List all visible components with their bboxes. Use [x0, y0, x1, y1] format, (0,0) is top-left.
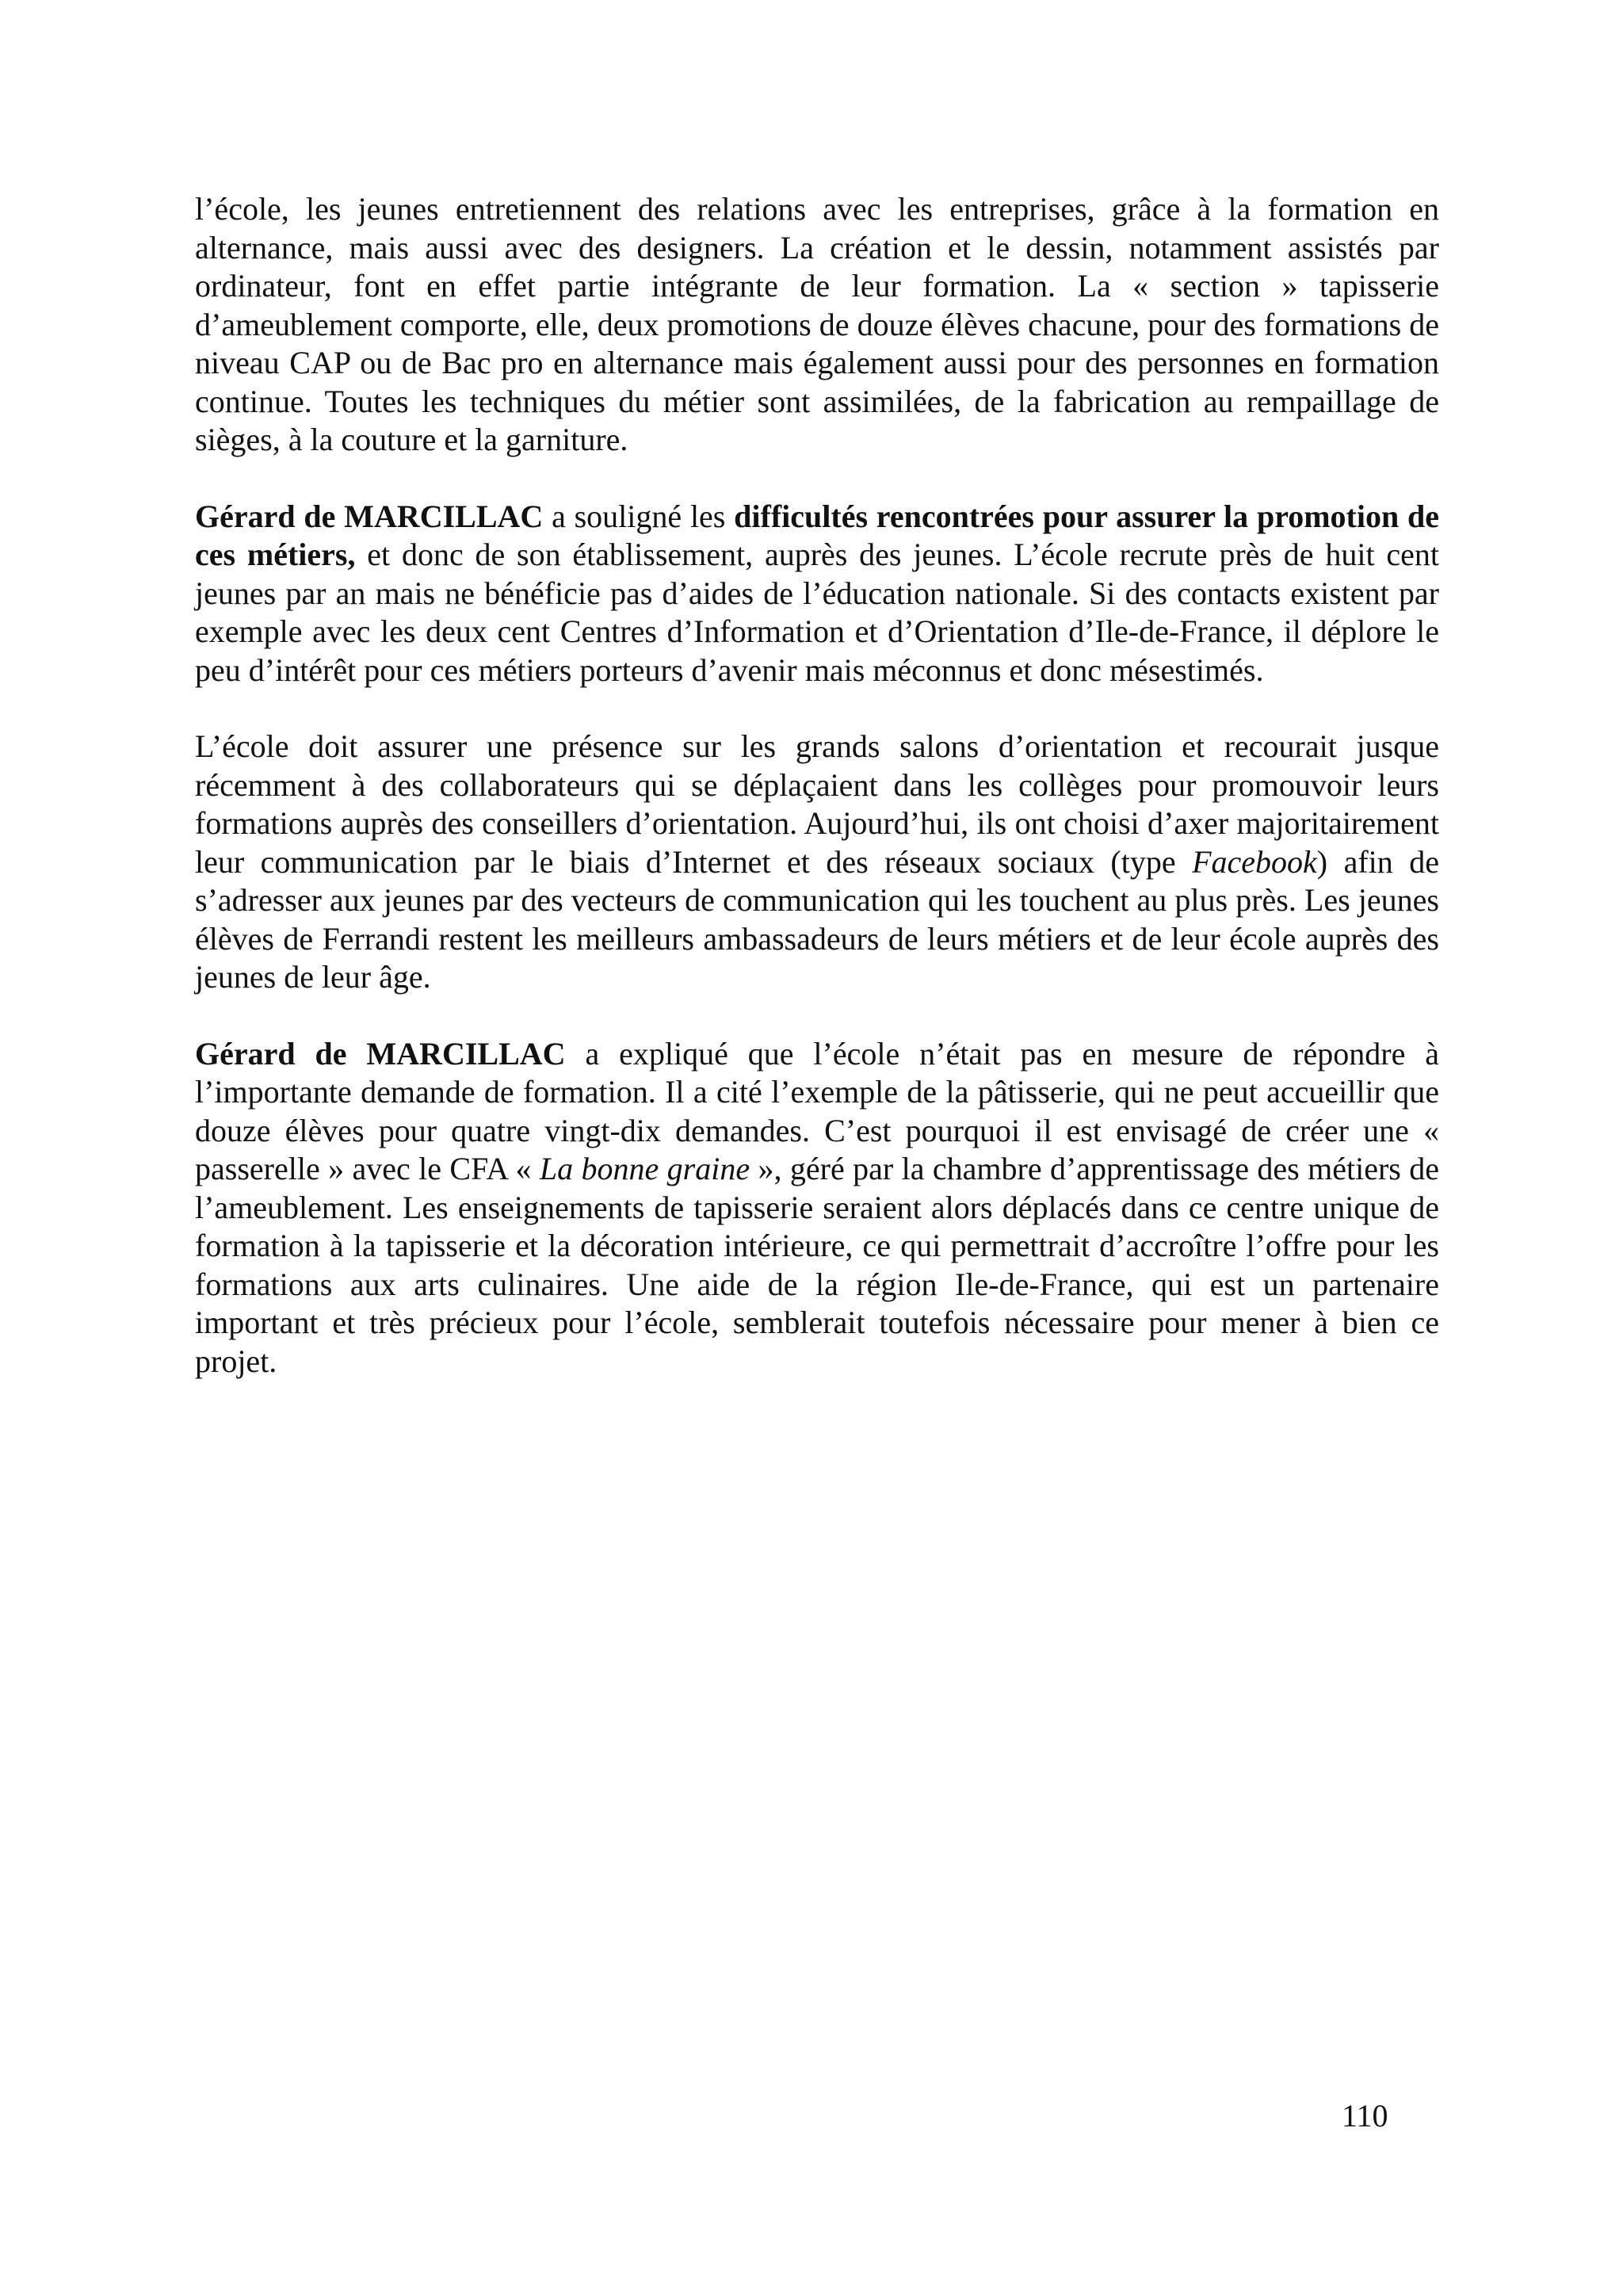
page-number: 110: [1342, 2098, 1388, 2134]
paragraph-3: [195, 728, 1439, 997]
paragraph-2: [195, 498, 1439, 690]
paragraph-2-text-b: et donc de son établissement, auprès des jeunes. L’école recrute près de huit cent jeunes par an mais ne bénéficie pas d’aides de l’éducation nationale. Si des contacts existent par exemple avec les deux cent Centres d’Information et d’Orientation d’Ile-de-France, il déplore le peu d’intérêt pour ces métiers porteurs d’avenir mais méconnus et donc mésestimés.: [195, 537, 1440, 688]
paragraph-3-italic: Facebook: [1192, 843, 1317, 880]
paragraph-3-text-a: L’école doit assurer une présence sur les grands salons d’orientation et recourait jusque récemment à des collaborateurs qui se déplaçaient dans les collèges pour promouvoir leurs formations auprès des conseillers d’orientation. Aujourd’hui, ils ont choisi d’axer majoritairement leur communication par le biais d’Internet et des réseaux sociaux (type: [195, 728, 1439, 880]
paragraph-1-text: l’école, les jeunes entretiennent des relations avec les entreprises, grâce à la formation en alternance, mais aussi avec des designers. La création et le dessin, notamment assistés par ordinateur, font en effet partie intégrante de leur formation. La « section » tapisserie d’ameublement comporte, elle, deux promotions de douze élèves chacune, pour des formations de niveau CAP ou de Bac pro en alternance mais également aussi pour des personnes en formation continue. Toutes les techniques du métier sont assimilées, de la fabrication au rempaillage de sièges, à la couture et la garniture.: [195, 191, 1439, 457]
paragraph-4-text-a: a expliqué que l’école n’était pas en mesure de répondre à l’importante demande de formation. Il a cité l’exemple de la pâtisserie, qui ne peut accueillir que douze élèves pour quatre vingt-dix demandes. C’est pourquoi il est envisagé de créer une « passerelle » avec le CFA «: [195, 1035, 1440, 1186]
paragraph-2-emphasis: difficultés rencontrées pour assurer la promotion de ces métiers,: [195, 498, 1439, 572]
paragraph-2-text-a: a souligné les: [543, 498, 735, 534]
paragraph-4-text-b: », géré par la chambre d’apprentissage des métiers de l’ameublement. Les enseignements de tapisserie seraient alors déplacés dans ce centre unique de formation à la tapisserie et la décoration intérieure, ce qui permettrait d’accroître l’offre pour les formations aux arts culinaires. Une aide de la région Ile-de-France, qui est un partenaire important et très précieux pour l’école, semblerait toutefois nécessaire pour mener à bien ce projet.: [195, 1151, 1439, 1379]
body-text: [195, 190, 1439, 1419]
speaker-name: Gérard de MARCILLAC: [195, 1035, 566, 1072]
paragraph-1: [195, 190, 1439, 460]
speaker-name: Gérard de MARCILLAC: [195, 498, 544, 534]
paragraph-3-text-b: ) afin de s’adresser aux jeunes par des vecteurs de communication qui les touchent au plus près. Les jeunes élèves de Ferrandi restent les meilleurs ambassadeurs de leurs métiers et de leur école auprès des jeunes de leur âge.: [195, 843, 1439, 995]
paragraph-4: [195, 1035, 1439, 1381]
paragraph-4-italic: La bonne graine: [539, 1151, 750, 1186]
